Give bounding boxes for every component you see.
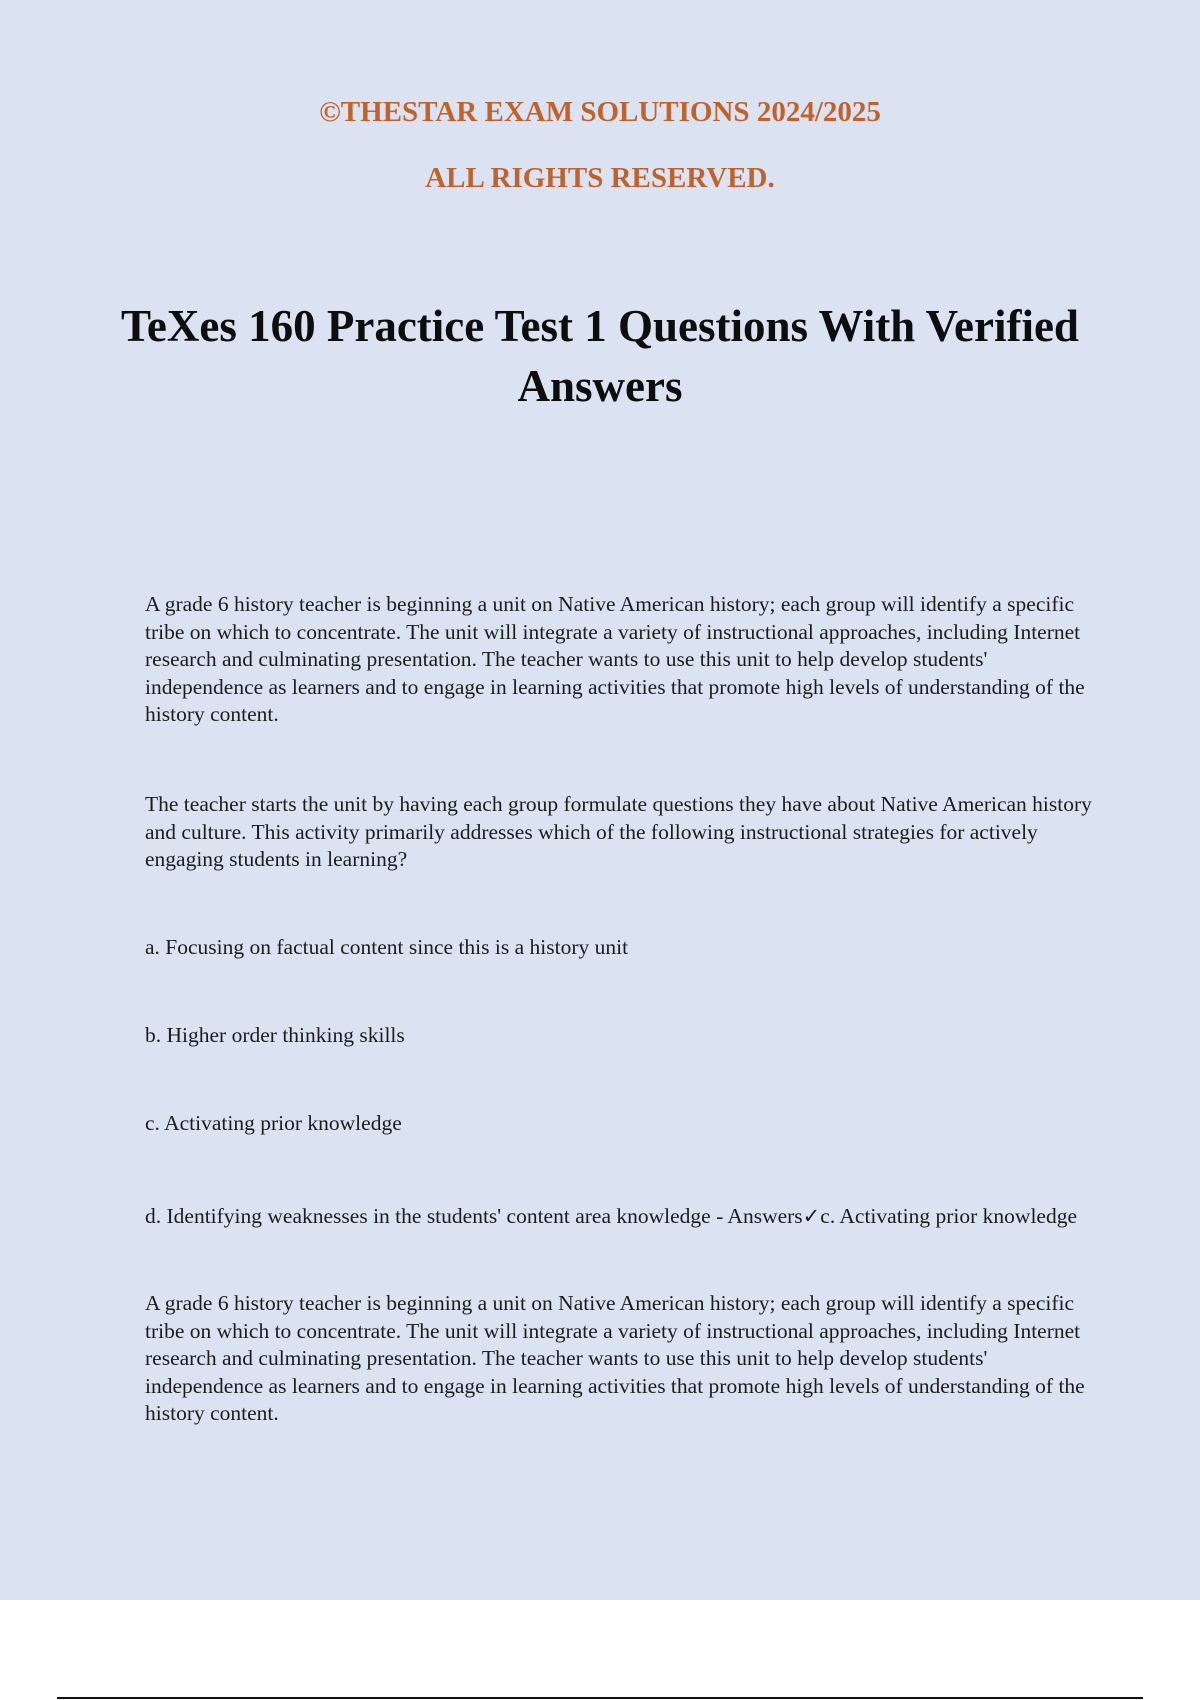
correct-answer: c. Activating prior knowledge bbox=[820, 1204, 1078, 1228]
question-scenario: A grade 6 history teacher is beginning a unit on Native American history; each group will identify a specific tribe on which to concentrate. The unit will integrate a variety of instructional approaches, including Internet research and culminating presentation. The teacher wants to use this unit to help develop students' independence as learners and to engage in learning activities that promote high levels of understanding of the history content. bbox=[145, 592, 1085, 726]
copyright-header: ©THESTAR EXAM SOLUTIONS 2024/2025 bbox=[319, 96, 881, 128]
rights-reserved-header: ALL RIGHTS RESERVED. bbox=[425, 162, 775, 194]
document-title: TeXes 160 Practice Test 1 Questions With Verified Answers bbox=[121, 301, 1079, 411]
footer-divider bbox=[57, 1697, 1143, 1699]
checkmark-icon: ✓ bbox=[802, 1204, 821, 1228]
option-d-with-answer bbox=[145, 1203, 1095, 1231]
option-b: b. Higher order thinking skills bbox=[145, 1023, 405, 1047]
next-question-scenario: A grade 6 history teacher is beginning a unit on Native American history; each group will identify a specific tribe on which to concentrate. The unit will integrate a variety of instructional approaches, including Internet research and culminating presentation. The teacher wants to use this unit to help develop students' independence as learners and to engage in learning activities that promote high levels of understanding of the history content. bbox=[145, 1291, 1085, 1425]
option-c: c. Activating prior knowledge bbox=[145, 1111, 402, 1135]
option-a: a. Focusing on factual content since this is a history unit bbox=[145, 935, 629, 959]
option-d-text: d. Identifying weaknesses in the students' content area knowledge - Answers bbox=[145, 1204, 803, 1228]
question-prompt: The teacher starts the unit by having each group formulate questions they have about Native American history and culture. This activity primarily addresses which of the following instructional strategies for actively engaging students in learning? bbox=[145, 792, 1092, 871]
